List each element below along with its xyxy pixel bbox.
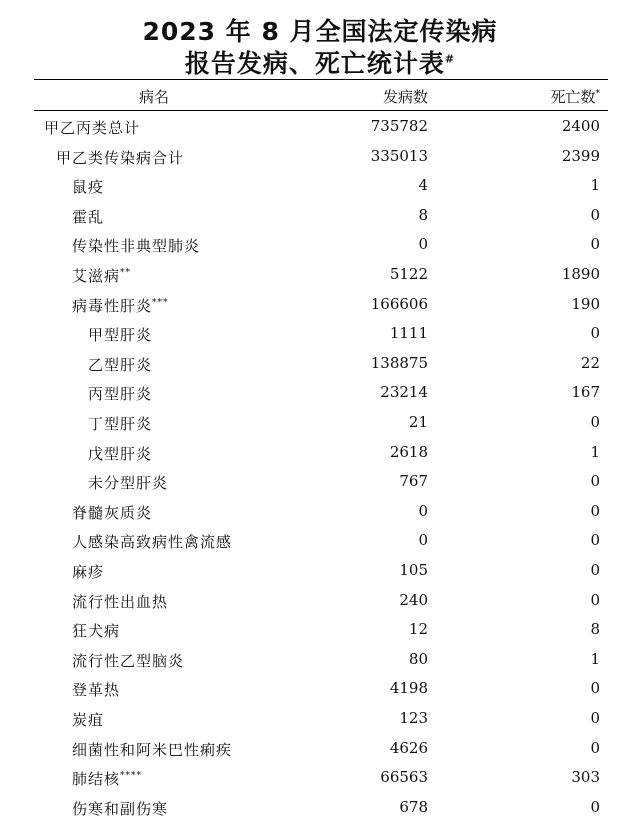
deaths-value: 190 xyxy=(571,294,600,313)
disease-name xyxy=(88,472,168,493)
disease-name xyxy=(72,176,104,197)
header-cases: 发病数 xyxy=(382,88,428,106)
header-deaths-mark: * xyxy=(595,89,600,99)
cases-value: 0 xyxy=(418,235,428,254)
disease-name-text: 人感染高致病性禽流感 xyxy=(72,533,233,552)
table-row xyxy=(34,379,608,407)
table-row xyxy=(34,409,608,437)
cases-value: 335013 xyxy=(370,146,428,165)
table-row xyxy=(34,705,608,733)
table-row xyxy=(34,794,608,822)
disease-name xyxy=(72,531,232,552)
disease-name xyxy=(88,324,152,345)
table-title-line1: 2023 年 8 月全国法定传染病 xyxy=(142,17,498,46)
disease-name xyxy=(72,768,142,789)
table-title-line2 xyxy=(0,44,640,80)
deaths-value: 2399 xyxy=(561,146,600,165)
disease-name xyxy=(72,235,200,256)
deaths-value: 0 xyxy=(590,590,600,609)
cases-value: 4626 xyxy=(389,738,428,757)
disease-name-text: 丁型肝炎 xyxy=(88,415,153,433)
table-row xyxy=(34,231,608,259)
disease-name-text: 乙型肝炎 xyxy=(88,355,153,374)
disease-name xyxy=(88,383,152,404)
cases-value: 4198 xyxy=(389,679,428,698)
table-row xyxy=(34,291,608,319)
disease-name-text: 流行性乙型脑炎 xyxy=(72,651,185,670)
disease-name-text: 传染性非典型肺炎 xyxy=(72,237,201,256)
disease-name-text: 戊型肝炎 xyxy=(88,444,153,463)
title-footnote-mark: # xyxy=(444,52,456,66)
disease-name-text: 麻疹 xyxy=(72,563,105,581)
deaths-value: 8 xyxy=(590,620,600,639)
disease-name xyxy=(72,561,104,582)
table-row xyxy=(34,143,608,171)
disease-name xyxy=(72,295,169,316)
disease-name-text: 流行性出血热 xyxy=(72,592,169,611)
disease-footnote-mark: *** xyxy=(152,297,169,308)
cases-value: 8 xyxy=(418,205,428,224)
table-row xyxy=(34,587,608,615)
disease-name xyxy=(72,265,131,286)
deaths-value: 0 xyxy=(590,205,600,224)
cases-value: 1111 xyxy=(389,324,428,343)
disease-name-text: 伤寒和副伤寒 xyxy=(72,799,169,818)
disease-name xyxy=(72,620,120,641)
header-deaths xyxy=(550,86,600,107)
table-row xyxy=(34,735,608,763)
disease-name xyxy=(72,798,168,819)
table-row xyxy=(34,646,608,674)
deaths-value: 0 xyxy=(590,413,600,431)
deaths-value: 1 xyxy=(590,649,600,668)
disease-name xyxy=(72,206,104,227)
disease-name-text: 甲型肝炎 xyxy=(88,326,153,345)
disease-name xyxy=(72,679,120,700)
deaths-value: 1 xyxy=(590,176,600,195)
table-row xyxy=(34,113,608,141)
cases-value: 735782 xyxy=(370,117,428,135)
cases-value: 12 xyxy=(408,620,428,639)
table-row xyxy=(34,320,608,348)
deaths-value: 1 xyxy=(590,442,600,461)
disease-name xyxy=(72,739,232,760)
disease-name-text: 病毒性肝炎 xyxy=(72,296,153,315)
cases-value: 767 xyxy=(399,472,428,491)
disease-name-text: 鼠疫 xyxy=(72,178,105,197)
table-row xyxy=(34,675,608,703)
deaths-value: 1890 xyxy=(561,265,600,283)
table-row xyxy=(34,557,608,585)
cases-value: 123 xyxy=(399,709,428,727)
disease-name-text: 甲乙类传染病合计 xyxy=(56,148,185,167)
table-row xyxy=(34,202,608,230)
cases-value: 0 xyxy=(418,531,428,550)
table-header xyxy=(34,82,608,110)
table-row xyxy=(34,468,608,496)
deaths-value: 0 xyxy=(590,531,600,550)
disease-name-text: 登革热 xyxy=(72,681,121,700)
header-name: 病名 xyxy=(138,88,169,106)
cases-value: 21 xyxy=(408,413,428,431)
deaths-value: 0 xyxy=(590,561,600,579)
deaths-value: 0 xyxy=(590,235,600,254)
cases-value: 166606 xyxy=(370,294,428,313)
disease-name xyxy=(72,502,152,523)
cases-value: 0 xyxy=(418,501,428,520)
cases-value: 80 xyxy=(408,649,428,668)
header-deaths-label: 死亡数 xyxy=(550,88,596,106)
disease-name xyxy=(72,650,184,671)
deaths-value: 2400 xyxy=(561,117,600,135)
cases-value: 138875 xyxy=(370,353,428,372)
cases-value: 23214 xyxy=(380,383,428,402)
top-rule xyxy=(34,79,608,80)
table-row xyxy=(34,616,608,644)
disease-name-text: 丙型肝炎 xyxy=(88,385,153,404)
table-row xyxy=(34,350,608,378)
table-row xyxy=(34,172,608,200)
disease-name xyxy=(88,443,152,464)
table-row xyxy=(34,439,608,467)
table-title-text: 报告发病、死亡统计表 xyxy=(184,49,445,78)
disease-footnote-mark: **** xyxy=(120,771,143,782)
disease-name-text: 霍乱 xyxy=(72,207,105,226)
disease-name xyxy=(44,117,140,138)
disease-name xyxy=(56,147,184,168)
disease-name-text: 细菌性和阿米巴性痢疾 xyxy=(72,740,233,759)
deaths-value: 303 xyxy=(571,768,600,787)
disease-name xyxy=(72,591,168,612)
deaths-value: 0 xyxy=(590,324,600,343)
header-rule xyxy=(34,110,608,111)
cases-value: 105 xyxy=(399,561,428,579)
cases-value: 2618 xyxy=(389,442,428,461)
table-row xyxy=(34,764,608,792)
disease-name xyxy=(88,354,152,375)
cases-value: 678 xyxy=(399,797,428,816)
disease-name xyxy=(88,413,152,434)
disease-name-text: 艾滋病 xyxy=(72,267,121,285)
deaths-value: 167 xyxy=(571,383,600,402)
deaths-value: 0 xyxy=(590,472,600,491)
deaths-value: 22 xyxy=(580,353,600,372)
disease-footnote-mark: ** xyxy=(120,268,132,278)
deaths-value: 0 xyxy=(590,679,600,698)
disease-name-text: 肺结核 xyxy=(72,770,121,789)
disease-name-text: 狂犬病 xyxy=(72,622,121,641)
deaths-value: 0 xyxy=(590,797,600,816)
table-row xyxy=(34,498,608,526)
cases-value: 5122 xyxy=(389,265,428,283)
disease-name-text: 炭疽 xyxy=(72,711,105,729)
deaths-value: 0 xyxy=(590,709,600,727)
cases-value: 240 xyxy=(399,590,428,609)
disease-name-text: 甲乙丙类总计 xyxy=(44,119,141,137)
disease-name-text: 未分型肝炎 xyxy=(88,474,169,493)
disease-name-text: 脊髓灰质炎 xyxy=(72,503,153,522)
disease-name xyxy=(72,709,104,730)
deaths-value: 0 xyxy=(590,501,600,520)
table-row xyxy=(34,261,608,289)
deaths-value: 0 xyxy=(590,738,600,757)
cases-value: 4 xyxy=(418,176,428,195)
cases-value: 66563 xyxy=(380,768,428,787)
table-row xyxy=(34,527,608,555)
